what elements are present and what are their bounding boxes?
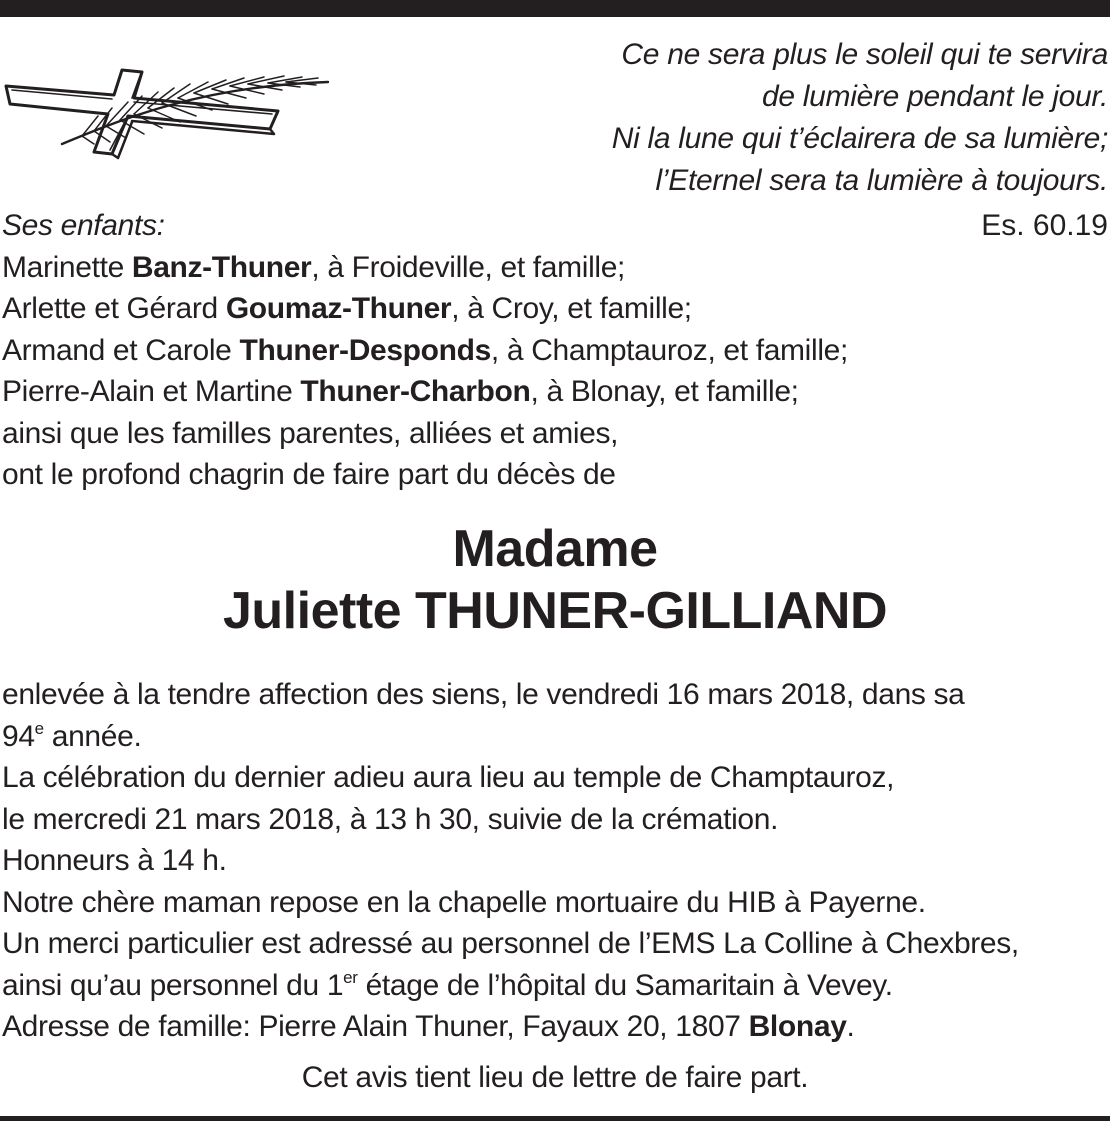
verse-line: l’Eternel sera ta lumière à toujours. [655, 164, 1108, 197]
family-address: Adresse de famille: Pierre Alain Thuner, Fayaux 20, 1807 Blonay. [2, 1010, 855, 1043]
cross-with-palm-icon [2, 64, 334, 160]
family-surname: Banz-Thuner [131, 250, 312, 284]
family-surname: Thuner-Desponds [239, 333, 491, 367]
verse-line: de lumière pendant le jour. [761, 80, 1108, 113]
notice-line: enlevée à la tendre affection des siens, le vendredi 16 mars 2018, dans sa [2, 678, 965, 711]
family-surname: Goumaz-Thuner [225, 292, 452, 325]
notice-line: Notre chère maman repose en la chapelle mortuaire du HIB à Payerne. [2, 885, 926, 919]
notice-line: le mercredi 21 mars 2018, à 13 h 30, suivie de la crémation. [2, 802, 779, 836]
verse-line: Ni la lune qui t’éclairera de sa lumière; [611, 122, 1108, 155]
deceased-name-block [0, 518, 1110, 642]
family-surname: Thuner-Charbon [300, 375, 531, 408]
notice-line: Un merci particulier est adressé au personnel de l’EMS La Colline à Chexbres, [2, 927, 1019, 960]
family-member: Arlette et Gérard Goumaz-Thuner, à Croy, et famille; [2, 292, 692, 325]
scripture-verse [408, 34, 1108, 202]
address-city: Blonay [748, 1010, 847, 1043]
footer-note: Cet avis tient lieu de lettre de faire part. [301, 1061, 809, 1094]
family-member: Pierre-Alain et Martine Thuner-Charbon, à Blonay, et famille; [2, 375, 799, 408]
notice-line-age: 94e année. [2, 718, 142, 753]
deceased-title: Madame [452, 520, 658, 578]
top-rule [0, 0, 1110, 17]
family-heading: Ses enfants: [2, 209, 165, 242]
relatives-line: ainsi que les familles parentes, alliées et amies, [2, 416, 619, 450]
deceased-name: Juliette THUNER-GILLIAND [223, 582, 887, 640]
notice-line: Honneurs à 14 h. [2, 844, 227, 877]
verse-line: Ce ne sera plus le soleil qui te servira [621, 38, 1108, 71]
notice-body [2, 674, 1108, 1048]
announcement-line: ont le profond chagrin de faire part du décès de [2, 458, 616, 491]
family-member: Marinette Banz-Thuner, à Froideville, et famille; [2, 250, 626, 284]
bottom-rule [0, 1116, 1110, 1121]
family-member: Armand et Carole Thuner-Desponds, à Champtauroz, et famille; [2, 333, 848, 367]
notice-line: ainsi qu’au personnel du 1er étage de l’hôpital du Samaritain à Vevey. [2, 967, 893, 1002]
verse-reference: Es. 60.19 [981, 209, 1108, 242]
notice-line: La célébration du dernier adieu aura lieu au temple de Champtauroz, [2, 761, 895, 794]
family-list [2, 205, 1102, 496]
